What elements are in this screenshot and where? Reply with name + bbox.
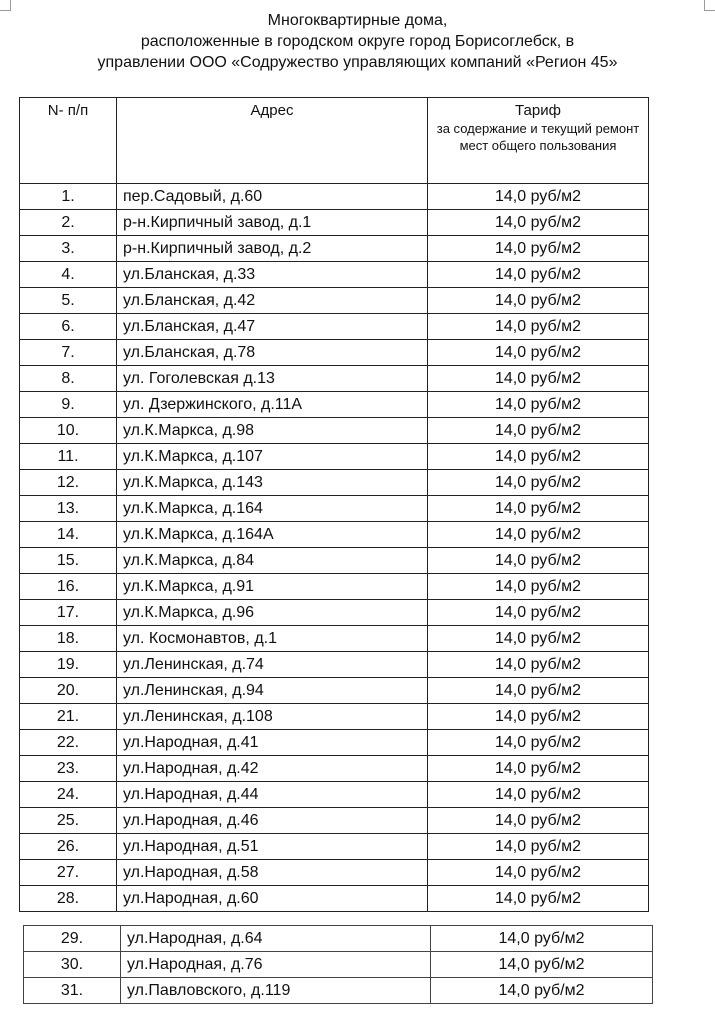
row-number: 2. bbox=[20, 210, 117, 236]
header-tariff bbox=[428, 98, 649, 184]
row-number: 1. bbox=[20, 184, 117, 210]
table-row bbox=[20, 418, 649, 444]
row-tariff: 14,0 руб/м2 bbox=[428, 782, 649, 808]
table-row bbox=[20, 626, 649, 652]
table-row bbox=[20, 288, 649, 314]
row-tariff: 14,0 руб/м2 bbox=[428, 600, 649, 626]
row-tariff: 14,0 руб/м2 bbox=[428, 314, 649, 340]
row-address: ул. Гоголевская д.13 bbox=[117, 366, 428, 392]
row-tariff: 14,0 руб/м2 bbox=[428, 808, 649, 834]
row-address: ул.Народная, д.44 bbox=[117, 782, 428, 808]
buildings-table-continuation bbox=[23, 925, 653, 1004]
row-address: ул.Бланская, д.47 bbox=[117, 314, 428, 340]
table-row bbox=[20, 262, 649, 288]
row-number: 22. bbox=[20, 730, 117, 756]
table-row bbox=[20, 548, 649, 574]
title-line-1: Многоквартирные дома, bbox=[267, 12, 448, 29]
row-number: 30. bbox=[24, 952, 121, 978]
table-row bbox=[20, 496, 649, 522]
row-number: 8. bbox=[20, 366, 117, 392]
row-tariff: 14,0 руб/м2 bbox=[428, 236, 649, 262]
row-tariff: 14,0 руб/м2 bbox=[428, 496, 649, 522]
row-tariff: 14,0 руб/м2 bbox=[428, 366, 649, 392]
row-number: 9. bbox=[20, 392, 117, 418]
row-tariff: 14,0 руб/м2 bbox=[428, 392, 649, 418]
row-address: ул. Космонавтов, д.1 bbox=[117, 626, 428, 652]
row-address: ул. Дзержинского, д.11А bbox=[117, 392, 428, 418]
table-row bbox=[20, 392, 649, 418]
row-number: 14. bbox=[20, 522, 117, 548]
table-row bbox=[20, 860, 649, 886]
header-number: N- п/п bbox=[20, 98, 117, 184]
row-number: 23. bbox=[20, 756, 117, 782]
row-number: 13. bbox=[20, 496, 117, 522]
row-tariff: 14,0 руб/м2 bbox=[428, 548, 649, 574]
table-row bbox=[24, 978, 653, 1004]
row-number: 31. bbox=[24, 978, 121, 1004]
table-row bbox=[20, 470, 649, 496]
table-row bbox=[20, 574, 649, 600]
row-tariff: 14,0 руб/м2 bbox=[428, 756, 649, 782]
row-tariff: 14,0 руб/м2 bbox=[428, 444, 649, 470]
table-row bbox=[24, 952, 653, 978]
table-row bbox=[20, 184, 649, 210]
page-corner-left bbox=[0, 0, 11, 11]
header-address: Адрес bbox=[117, 98, 428, 184]
row-number: 10. bbox=[20, 418, 117, 444]
row-address: ул.К.Маркса, д.164 bbox=[117, 496, 428, 522]
table-row bbox=[20, 366, 649, 392]
row-tariff: 14,0 руб/м2 bbox=[428, 340, 649, 366]
row-address: ул.К.Маркса, д.84 bbox=[117, 548, 428, 574]
table-row bbox=[20, 210, 649, 236]
row-address: ул.К.Маркса, д.164А bbox=[117, 522, 428, 548]
table-row bbox=[20, 704, 649, 730]
row-tariff: 14,0 руб/м2 bbox=[428, 418, 649, 444]
row-number: 21. bbox=[20, 704, 117, 730]
row-number: 28. bbox=[20, 886, 117, 912]
table-row bbox=[20, 782, 649, 808]
table-row bbox=[20, 834, 649, 860]
row-address: ул.Народная, д.58 bbox=[117, 860, 428, 886]
table-row bbox=[20, 730, 649, 756]
row-tariff: 14,0 руб/м2 bbox=[428, 288, 649, 314]
row-address: пер.Садовый, д.60 bbox=[117, 184, 428, 210]
row-address: ул.Бланская, д.33 bbox=[117, 262, 428, 288]
row-number: 16. bbox=[20, 574, 117, 600]
row-number: 5. bbox=[20, 288, 117, 314]
row-number: 25. bbox=[20, 808, 117, 834]
page-corner-right bbox=[704, 0, 715, 11]
table-row bbox=[20, 756, 649, 782]
table-row bbox=[20, 444, 649, 470]
row-tariff: 14,0 руб/м2 bbox=[428, 652, 649, 678]
table-row bbox=[20, 522, 649, 548]
table-row bbox=[24, 926, 653, 952]
title-line-3: управлении ООО «Содружество управляющих компаний «Регион 45» bbox=[97, 54, 618, 71]
row-tariff: 14,0 руб/м2 bbox=[428, 626, 649, 652]
row-number: 6. bbox=[20, 314, 117, 340]
header-tariff-label: Тариф bbox=[515, 102, 561, 119]
row-number: 18. bbox=[20, 626, 117, 652]
document-title bbox=[30, 10, 685, 73]
row-address: р-н.Кирпичный завод, д.2 bbox=[117, 236, 428, 262]
row-number: 7. bbox=[20, 340, 117, 366]
table-row bbox=[20, 886, 649, 912]
row-tariff: 14,0 руб/м2 bbox=[428, 730, 649, 756]
row-number: 15. bbox=[20, 548, 117, 574]
table-row bbox=[20, 600, 649, 626]
table-row bbox=[20, 314, 649, 340]
row-address: ул.Бланская, д.42 bbox=[117, 288, 428, 314]
row-address: ул.К.Маркса, д.96 bbox=[117, 600, 428, 626]
row-address: ул.К.Маркса, д.98 bbox=[117, 418, 428, 444]
row-number: 27. bbox=[20, 860, 117, 886]
table-row bbox=[20, 652, 649, 678]
row-tariff: 14,0 руб/м2 bbox=[428, 886, 649, 912]
row-address: ул.Народная, д.64 bbox=[121, 926, 431, 952]
row-address: ул.Ленинская, д.108 bbox=[117, 704, 428, 730]
row-number: 29. bbox=[24, 926, 121, 952]
table-row bbox=[20, 236, 649, 262]
row-tariff: 14,0 руб/м2 bbox=[428, 704, 649, 730]
row-address: ул.Ленинская, д.94 bbox=[117, 678, 428, 704]
header-tariff-description: за содержание и текущий ремонт мест общего пользования bbox=[436, 121, 640, 153]
row-address: ул.Павловского, д.119 bbox=[121, 978, 431, 1004]
row-tariff: 14,0 руб/м2 bbox=[431, 978, 653, 1004]
table-row bbox=[20, 678, 649, 704]
row-number: 26. bbox=[20, 834, 117, 860]
row-number: 24. bbox=[20, 782, 117, 808]
row-address: ул.К.Маркса, д.107 bbox=[117, 444, 428, 470]
row-tariff: 14,0 руб/м2 bbox=[428, 834, 649, 860]
row-address: ул.Народная, д.46 bbox=[117, 808, 428, 834]
row-tariff: 14,0 руб/м2 bbox=[428, 184, 649, 210]
row-number: 12. bbox=[20, 470, 117, 496]
row-number: 3. bbox=[20, 236, 117, 262]
row-number: 11. bbox=[20, 444, 117, 470]
row-tariff: 14,0 руб/м2 bbox=[428, 678, 649, 704]
table-body bbox=[20, 184, 649, 912]
title-line-2: расположенные в городском округе город Борисоглебск, в bbox=[140, 33, 575, 50]
row-number: 17. bbox=[20, 600, 117, 626]
row-number: 4. bbox=[20, 262, 117, 288]
row-address: ул.Народная, д.51 bbox=[117, 834, 428, 860]
row-tariff: 14,0 руб/м2 bbox=[428, 210, 649, 236]
row-tariff: 14,0 руб/м2 bbox=[428, 522, 649, 548]
row-number: 20. bbox=[20, 678, 117, 704]
row-tariff: 14,0 руб/м2 bbox=[428, 574, 649, 600]
row-number: 19. bbox=[20, 652, 117, 678]
row-address: ул.К.Маркса, д.143 bbox=[117, 470, 428, 496]
row-address: ул.Народная, д.60 bbox=[117, 886, 428, 912]
row-address: ул.Народная, д.41 bbox=[117, 730, 428, 756]
row-address: ул.Бланская, д.78 bbox=[117, 340, 428, 366]
row-tariff: 14,0 руб/м2 bbox=[428, 470, 649, 496]
row-address: ул.К.Маркса, д.91 bbox=[117, 574, 428, 600]
row-address: р-н.Кирпичный завод, д.1 bbox=[117, 210, 428, 236]
buildings-table bbox=[19, 97, 649, 912]
row-address: ул.Народная, д.76 bbox=[121, 952, 431, 978]
table-row bbox=[20, 808, 649, 834]
row-address: ул.Народная, д.42 bbox=[117, 756, 428, 782]
row-address: ул.Ленинская, д.74 bbox=[117, 652, 428, 678]
continuation-table-body bbox=[24, 926, 653, 1004]
row-tariff: 14,0 руб/м2 bbox=[428, 860, 649, 886]
row-tariff: 14,0 руб/м2 bbox=[428, 262, 649, 288]
row-tariff: 14,0 руб/м2 bbox=[431, 952, 653, 978]
table-header-row bbox=[20, 98, 649, 184]
row-tariff: 14,0 руб/м2 bbox=[431, 926, 653, 952]
table-row bbox=[20, 340, 649, 366]
